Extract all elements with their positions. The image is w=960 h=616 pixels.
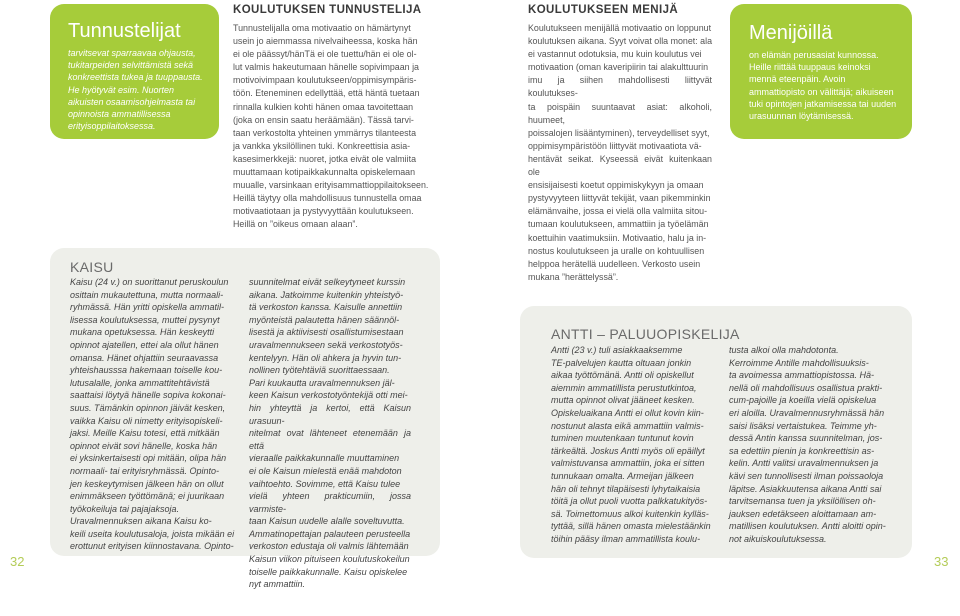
- tunnustelija-text: Tunnustelijalla oma motivaatio on hämärtynyt usein jo aiemmassa nivelvaiheessa, koska hän ei ole päässyt/hänTä ei ole tuettu/hän ei ole ol- lut valmis hakeutumaan hänelle sopivimpaan ja motivoivimpaan koulutukseen/oppimisympäris- töön. Eteneminen edellyttää, että häntä tuetaan rinnalla kulkien kohti hänen omaa tavoitettaan (joka on ensin saatu heräämään). Tässä tarvi- taan verkostolta yhteinen ymmärrys tilanteesta ja vankka yksilöllinen tuki. Konkreettisia asia- kasesimerkkejä: nuoret, jotka eivät ole valmiita muuttamaan kotipaikkakunnalta opiskelemaan muualle, varsinkaan erityisammattioppilaitokseen. Heillä täytyy olla mahdollisuus tunnustella omaa motivaatiotaan ja pystyvyyttään koulutukseen. Heillä on ”oikeus omaan alaan”.: [233, 23, 429, 230]
- tunnustelija-heading: KOULUTUKSEN TUNNUSTELIJA: [233, 4, 422, 16]
- menija-heading: KOULUTUKSEEN MENIJÄ: [528, 4, 679, 16]
- page-number-left: 32: [10, 554, 25, 569]
- menija-text: Koulutukseen menijällä motivaatio on loppunut koulutuksen aikana. Syyt voivat olla monet: ala ei vastannut odotuksia, mu kuin koulutus vei motivaation (oman kaveripiirin tai alakulttuurin imu ja siihen mahdollisesti liittyvät koulutukses- ta poispäin suuntaavat asiat: alkoholi, huumeet, poissalojen lisääntyminen), terveydelliset syyt, oppimisympäristöön liittyvät motivaatiota vä- hentävät seikat. Kyseessä eivät kuitenkaan ole ensisijaisesti koetut oppimiskykyyn ja omaan pystyvyyteen liittyvät tekijät, vaan pikemminkin elämänvaihe, jossa ei vielä olla valmiita sitou- tumaan koulutukseen, ammattiin ja työelämän koettuihin vaatimuksiin. Motivaatio, halu ja in- nostus koulutukseen ja uralle on kohtuullisen helppoa herätellä uudelleen. Verkosto usein mukana ”herättelyssä”.: [528, 23, 713, 282]
- antti-col2: tusta alkoi olla mahdotonta. Kerroimme Antille mahdollisuuksis- ta avoimessa ammattiopistossa. Hä- nellä oli mahdollisuus osallistua prakti- cum-pajoille ja koeilla vielä opiskelua eri aloilla. Uravalmennusryhmässä hän saisi lisäksi vertaistukea. Teimme yh- dessä Antin kanssa suunnitelman, jos- sa edettiin pienin ja konkreettisin as- kelin. Antti valitsi uravalmennuksen ja kävi sen tunnollisesti ilman poissaoloja läpitse. Asiakkuutensa aikana Antti sai tarvitsemansa tuen ja yksilöllisen oh- jauksen edetäkseen aloittamaan am- matillisen koulutuksen. Antti aloitti opin- not aikuiskoulutuksessa.: [729, 345, 886, 544]
- antti-name: ANTTI – PALUUOPISKELIJA: [551, 326, 740, 342]
- menijoilla-title: Menijöillä: [749, 22, 833, 44]
- kaisu-name: KAISU: [70, 259, 114, 275]
- tunnustelijat-text: tarvitsevat sparraavaa ohjausta, tukitarpeiden selvittämistä sekä konkreettista tukea ja tuuppausta. He hyötyvät esim. Nuorten aikuisten osaamisohjelmasta tai opinnoista ammatillisessa erityisoppilaitoksessa.: [68, 48, 203, 132]
- tunnustelijat-box: [50, 4, 219, 139]
- page-number-right: 33: [934, 554, 949, 569]
- menijoilla-box: [730, 4, 912, 139]
- antti-col1: Antti (23 v.) tuli asiakkaaksemme TE-palvelujen kautta oltuaan jonkin aikaa työttömänä. Antti oli opiskellut aiemmin ammatillista perustutkintoa, mutta opinnot olivat jääneet kesken. Opiskeluaikana Antti ei ollut kovin kiin- nostunut alasta eikä ammattiin valmis- tuminen muutenkaan tuntunut kovin tärkeältä. Joskus Antti myös oli epäillyt valmistuvansa ammattiin, joka ei sitten tunnukaan omalta. Armeijan jälkeen hän oli tehnyt tilapäisesti lyhytaikaisia töitä ja ollut puoli vuotta palkkatukityös- sä. Toimettomuus alkoi kuitenkin kylläs- tyttää, sillä hänen omasta mielestäänkin töihin pääsy ilman ammatillista koulu-: [551, 345, 711, 544]
- menijoilla-text: on elämän perusasiat kunnossa. Heille riittää tuuppaus keinoksi mennä eteenpäin. Avoin ammattiopisto on välittäjä; aikuiseen tuki opintojen jatkamisessa tai uuden urasuunnan löytämisessä.: [749, 50, 897, 122]
- kaisu-col2: suunnitelmat eivät selkeytyneet kurssin aikana. Jatkoimme kuitenkin yhteistyö- tä verkoston kanssa. Kaisulle annettiin myönteistä palautetta hänen säännöl- lisestä ja aktiivisesti osallistumisestaan uravalmennukseen sekä verkostotyös- kentelyyn. Hän oli ahkera ja hyvin tun- nollinen työtehtäviä suorittaessaan. Pari kuukautta uravalmennuksen jäl- keen Kaisun verkostotyöntekijä otti mei- hin yhteyttä ja kertoi, että Kaisun urasuun- nitelmat ovat lähteneet etenemään ja että vieraalle paikkakunnalle muuttaminen ei ole Kaisun mielestä enää mahdoton vaihtoehto. Sovimme, että Kaisu tulee vielä yhteen prakticumiin, jossa varmiste- taan Kaisun uudelle alalle soveltuvutta. Ammatinopettajan palauteen perusteella verkoston edustaja oli valmis lähtemään Kaisun viikon pituiseen koulutuskokeilun toiselle paikkakunnalle. Kaisu opiskelee nyt ammattiin.: [249, 277, 411, 590]
- tunnustelijat-title: Tunnustelijat: [68, 20, 181, 42]
- kaisu-col1: Kaisu (24 v.) on suorittanut peruskoulun osittain mukautettuna, mutta normaali- ryhmässä. Hän yritti opiskella ammatil- lisessa koulutuksessa, muttei pysynyt mukana opetuksessa. Hän keskeytti opinnot ajatellen, ettei ala ollut hänen omansa. Hänet ohjattiin seuraavassa yhteishausssa hakemaan toiselle kou- lutusalalle, jonka ammattitehtävistä saattaisi löytyä hänelle sopiva kokonai- suus. Tämänkin opinnon jäivät kesken, vaikka Kaisu oli nimetty erityisopiskeli- jaksi. Meille Kaisu totesi, että mitkään opinnot eivät sovi hänelle, koska hän ei yksinkertaisesti opi mitään, olipa hän normaali- tai erityisryhmässä. Opinto- jen keskeytymisen jälkeen hän on ollut enimmäkseen työttömänä; ei juurikaan työkokeiluja tai pajajaksoja. Uravalmennuksen aikana Kaisu ko- keili useita koulutusaloja, joista mikään ei erottunut erityisen kiinnostavana. Opinto-: [70, 277, 235, 552]
